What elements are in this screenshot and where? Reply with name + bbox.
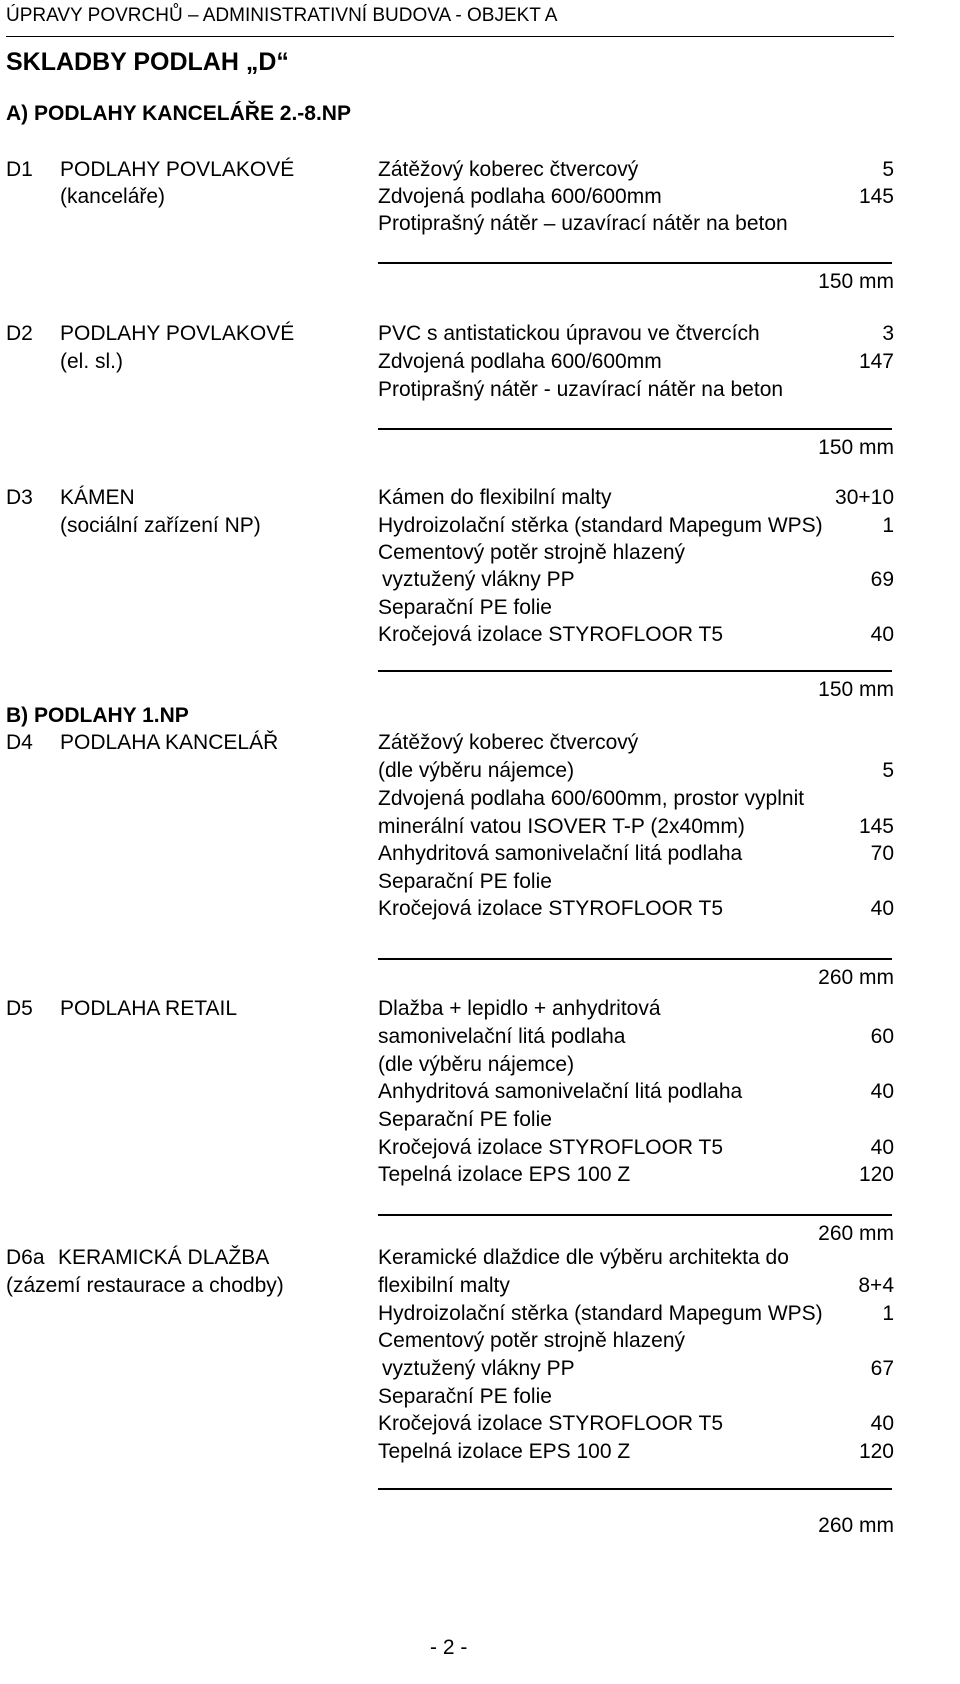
d3-note: (sociální zařízení NP) — [60, 514, 261, 537]
d5-layer-text: Kročejová izolace STYROFLOOR T5 — [378, 1136, 724, 1159]
d5-layer-text: Separační PE folie — [378, 1108, 552, 1131]
d3-layer-value: 30+10 — [835, 486, 894, 509]
d6a-layer-value: 1 — [882, 1302, 894, 1325]
d4-total: 260 mm — [818, 966, 894, 989]
d5-code: D5 — [6, 997, 33, 1020]
d2-total: 150 mm — [818, 436, 894, 459]
d5-name: PODLAHA RETAIL — [60, 997, 238, 1020]
d5-layer-text: samonivelační litá podlaha — [378, 1025, 626, 1048]
d5-layer-value: 60 — [870, 1025, 894, 1048]
d1-layer-value: 145 — [858, 185, 894, 208]
d2-layer-text: Zdvojená podlaha 600/600mm — [378, 350, 662, 373]
d6a-layer-text: Tepelná izolace EPS 100 Z — [378, 1440, 631, 1463]
d3-total: 150 mm — [818, 678, 894, 701]
d5-layer-value: 120 — [858, 1163, 894, 1186]
d1-name: PODLAHY POVLAKOVÉ — [60, 158, 295, 181]
d6a-layer-text: Kročejová izolace STYROFLOOR T5 — [378, 1412, 724, 1435]
d6a-total-rule — [378, 1488, 892, 1490]
d1-layer-text: Zátěžový koberec čtvercový — [378, 158, 639, 181]
d2-layer-text: Protiprašný nátěr - uzavírací nátěr na beton — [378, 378, 784, 401]
d3-layer-text: vyztužený vlákny PP — [382, 568, 575, 591]
d6a-name: KERAMICKÁ DLAŽBA — [58, 1246, 270, 1269]
d1-layer-value: 5 — [882, 158, 894, 181]
header-rule — [6, 36, 894, 37]
d2-layer-value: 147 — [858, 350, 894, 373]
d6a-layer-text: Cementový potěr strojně hlazený — [378, 1329, 685, 1352]
d3-name: KÁMEN — [60, 486, 135, 509]
d6a-code: D6a — [6, 1246, 45, 1269]
d5-layer-text: Dlažba + lepidlo + anhydritová — [378, 997, 661, 1020]
d6a-layer-text: flexibilní malty — [378, 1274, 510, 1297]
document-header: ÚPRAVY POVRCHŮ – ADMINISTRATIVNÍ BUDOVA - OBJEKT A — [6, 5, 558, 26]
d5-layer-value: 40 — [870, 1136, 894, 1159]
d1-layer-text: Protiprašný nátěr – uzavírací nátěr na beton — [378, 212, 788, 235]
page-number: - 2 - — [430, 1636, 468, 1659]
page-title: SKLADBY PODLAH „D“ — [6, 48, 289, 76]
d4-total-rule — [378, 958, 892, 960]
d6a-total: 260 mm — [818, 1514, 894, 1537]
section-b-heading: B) PODLAHY 1.NP — [6, 704, 189, 727]
d1-layer-text: Zdvojená podlaha 600/600mm — [378, 185, 662, 208]
d5-layer-text: Tepelná izolace EPS 100 Z — [378, 1163, 631, 1186]
section-a-heading: A) PODLAHY KANCELÁŘE 2.-8.NP — [6, 102, 351, 125]
d4-layer-text: minerální vatou ISOVER T-P (2x40mm) — [378, 815, 745, 838]
d3-layer-value: 69 — [870, 568, 894, 591]
d6a-layer-value: 120 — [858, 1440, 894, 1463]
d4-layer-text: Zátěžový koberec čtvercový — [378, 731, 639, 754]
d3-layer-text: Cementový potěr strojně hlazený — [378, 541, 685, 564]
d4-layer-value: 40 — [870, 897, 894, 920]
d3-layer-value: 1 — [882, 514, 894, 537]
d5-total: 260 mm — [818, 1222, 894, 1245]
d1-total: 150 mm — [818, 270, 894, 293]
d5-layer-value: 40 — [870, 1080, 894, 1103]
d3-layer-value: 40 — [870, 623, 894, 646]
d6a-layer-value: 8+4 — [858, 1274, 894, 1297]
d3-code: D3 — [6, 486, 33, 509]
d5-total-rule — [378, 1214, 892, 1216]
d2-layer-value: 3 — [882, 322, 894, 345]
d1-note: (kanceláře) — [60, 185, 166, 208]
d5-layer-text: Anhydritová samonivelační litá podlaha — [378, 1080, 743, 1103]
d4-layer-text: (dle výběru nájemce) — [378, 759, 575, 782]
d4-code: D4 — [6, 731, 33, 754]
d4-layer-text: Zdvojená podlaha 600/600mm, prostor vyplnit — [378, 787, 805, 810]
d2-layer-text: PVC s antistatickou úpravou ve čtvercích — [378, 322, 760, 345]
d1-total-rule — [378, 262, 892, 264]
d6a-layer-value: 40 — [870, 1412, 894, 1435]
d4-layer-text: Separační PE folie — [378, 870, 552, 893]
d3-layer-text: Separační PE folie — [378, 596, 552, 619]
d2-code: D2 — [6, 322, 33, 345]
d6a-layer-text: Hydroizolační stěrka (standard Mapegum WPS) — [378, 1302, 823, 1325]
d3-layer-text: Kámen do flexibilní malty — [378, 486, 612, 509]
d3-total-rule — [378, 670, 892, 672]
d2-note: (el. sl.) — [60, 350, 123, 373]
d4-name: PODLAHA KANCELÁŘ — [60, 731, 279, 754]
d6a-layer-text: Keramické dlaždice dle výběru architekta do — [378, 1246, 789, 1269]
d6a-layer-text: Separační PE folie — [378, 1385, 552, 1408]
d4-layer-value: 145 — [858, 815, 894, 838]
d5-layer-text: (dle výběru nájemce) — [378, 1053, 575, 1076]
d4-layer-text: Anhydritová samonivelační litá podlaha — [378, 842, 743, 865]
d6a-layer-value: 67 — [870, 1357, 894, 1380]
d6a-note: (zázemí restaurace a chodby) — [6, 1274, 284, 1297]
d4-layer-text: Kročejová izolace STYROFLOOR T5 — [378, 897, 724, 920]
d4-layer-value: 70 — [870, 842, 894, 865]
d1-code: D1 — [6, 158, 33, 181]
d2-total-rule — [378, 428, 892, 430]
d4-layer-value: 5 — [882, 759, 894, 782]
d6a-layer-text: vyztužený vlákny PP — [382, 1357, 575, 1380]
d3-layer-text: Kročejová izolace STYROFLOOR T5 — [378, 623, 724, 646]
d3-layer-text: Hydroizolační stěrka (standard Mapegum WPS) — [378, 514, 823, 537]
d2-name: PODLAHY POVLAKOVÉ — [60, 322, 295, 345]
